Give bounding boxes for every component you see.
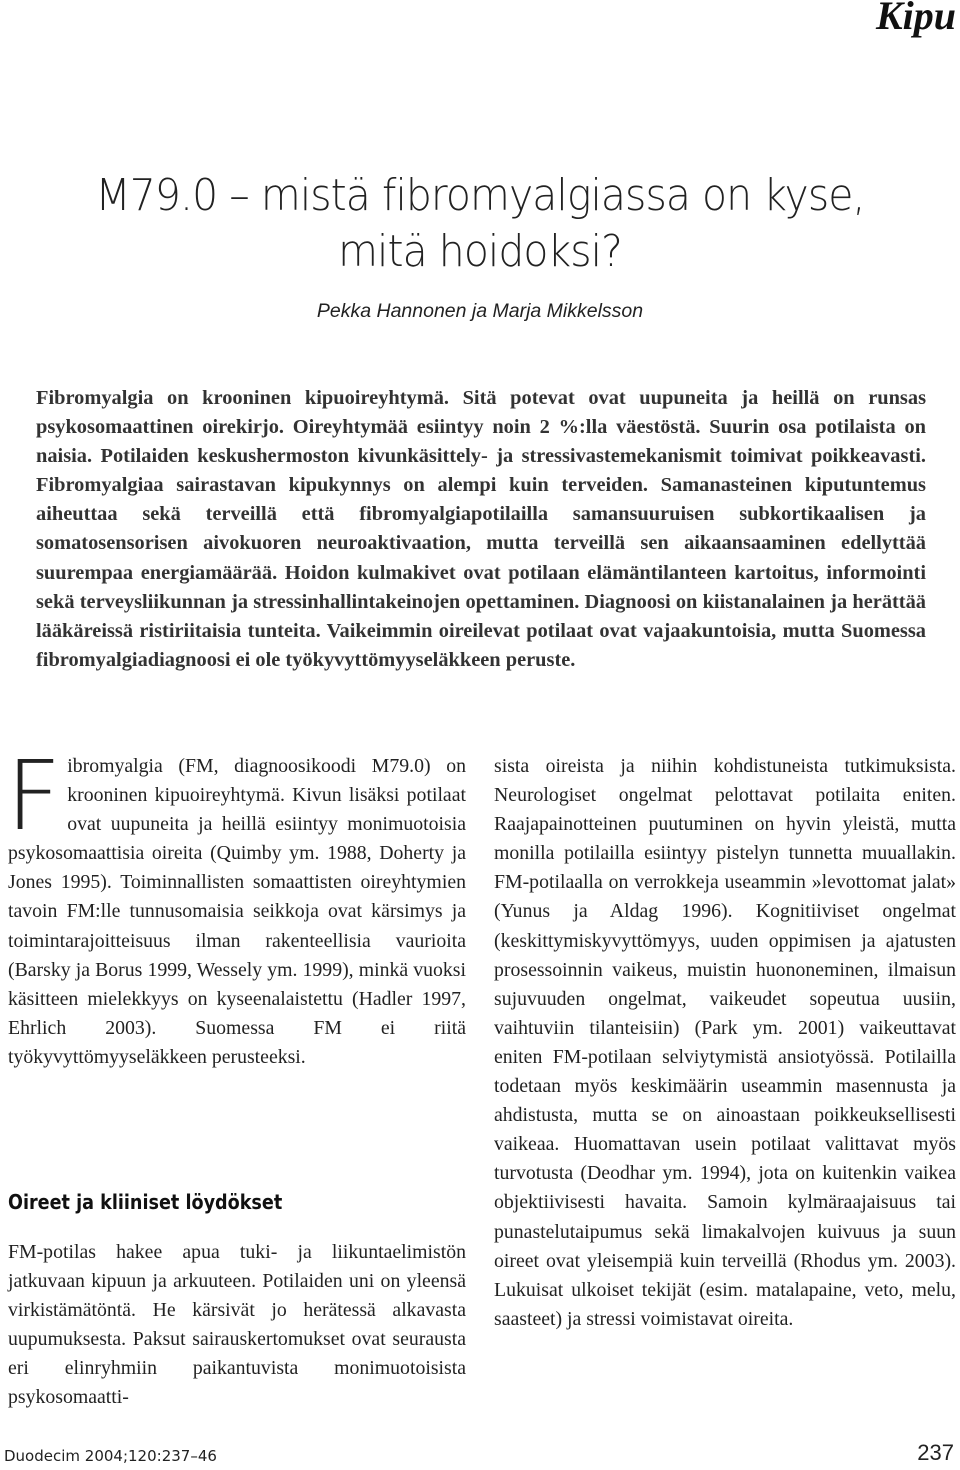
section-tag: Kipu xyxy=(875,0,956,38)
intro-paragraph xyxy=(6,740,466,1072)
right-column-text: sista oireista ja niihin kohdistuneista tutkimuksista. Neurologiset ongelmat pelottavat potilaita eniten. Raajapainotteinen puutuminen on hyvin yleistä, mutta monilla potilailla esiintyy pistelyn tunnetta muuallakin. FM-potilaalla on verrokkeja useammin »levottomat jalat» (Yunus ja Aldag 1996). Kognitiiviset ongelmat (keskittymiskyvyttömyys, uuden oppimisen ja ajatusten prosessoinnin vaikeus, muistin huononeminen, ilmaisun sujuvuuden ongelmat, vaikeudet sopeutua uusiin, vaihtuviin tilanteisiin) (Park ym. 2001) vaikeuttavat eniten FM-potilaan selviytymistä ansiotyössä. Potilailla todetaan myös keskimäärin useammin masennusta ja ahdistusta, mutta se on ainoastaan poikkeuksellisesti vaikeaa. Huomattavan usein potilaat valittavat myös turvotusta (Deodhar ym. 1994), jota on kuitenkin vaikea objektiivisesti havaita. Samoin kylmäraajaisuus tai punastelutaipumus sekä limakalvojen kuivuus ja suun oireet ovat yleisempiä kuin terveillä (Rhodus ym. 2003). Lukuisat ulkoiset tekijät (esim. matalapaine, veto, melu, saasteet) ja stressi voimistavat oireita. xyxy=(494,755,956,1330)
intro-paragraph-text: ibromyalgia (FM, diagnoosikoodi M79.0) on krooninen kipuoireyhtymä. Kivun lisäksi potilaat ovat uupuneita ja heillä esiintyy monimuotoisia psykosomaattisia oireita (Quimby ym. 1988, Doherty ja Jones 1995). Toiminnallisten somaattisten oireyhtymien tavoin FM:lle tunnusomaisia seikkoja ovat kärsimys ja toimintarajoitteisuus ilman rakenteellisia vaurioita (Barsky ja Borus 1999, Wessely ym. 1999), minkä vuoksi käsitteen mielekkyys on kyseenalaistettu (Hadler 1997, Ehrlich 2003). Suomessa FM ei riitä työkyvyttömyyseläkkeen perusteeksi. xyxy=(8,755,466,1068)
title-line-2: mitä hoidoksi? xyxy=(338,226,622,277)
page-number: 237 xyxy=(917,1440,954,1465)
title-line-1: M79.0 – mistä fibromyalgiassa on kyse, xyxy=(95,170,865,221)
symptoms-paragraph: FM-potilas hakee apua tuki- ja liikuntaelimistön jatkuvaan kipuun ja arkuuteen. Potilaiden uni on yleensä virkistämätöntä. He kärsivät jo herätessä alkavasta uupumuksesta. Paksut sairauskertomukset ovat seurausta eri elinryhmiin paikantuvista monimuotoisista psykosomaatti- xyxy=(8,1241,466,1409)
article-abstract: Fibromyalgia on krooninen kipuoireyhtymä. Sitä potevat ovat uupuneita ja heillä on runsas psykosomaattinen oirekirjo. Oireyhtymää esiintyy noin 2 %:lla väestöstä. Suurin osa potilaista on naisia. Potilaiden keskushermoston kivunkäsittely- ja stressivastemekanismit toimivat poikkeavasti. Fibromyalgiaa sairastavan kipukynnys on alempi kuin terveiden. Samanasteinen kiputuntemus aiheuttaa sekä terveillä että fibromyalgiapotilailla samansuuruisen subkortikaalisen ja somatosensorisen aivokuoren neuroaktivaation, mutta terveillä sen aikaansaaminen edellyttää suurempaa energiamäärää. Hoidon kulmakivet ovat potilaan elämäntilanteen kartoitus, informointi sekä terveysliikunnan ja stressinhallintakeinojen opettaminen. Diagnoosi on kiistanalainen ja herättää lääkäreissä ristiriitaisia tunteita. Vaikeimmin oireilevat potilaat ovat vajaakuntoisia, mutta Suomessa fibromyalgiadiagnoosi ei ole työkyvyttömyyseläkkeen peruste. xyxy=(36,387,926,671)
article-authors: Pekka Hannonen ja Marja Mikkelsson xyxy=(316,300,644,322)
journal-citation: Duodecim 2004;120:237–46 xyxy=(4,1447,217,1465)
article-title xyxy=(34,168,927,280)
section-heading: Oireet ja kliiniset löydökset xyxy=(8,1190,283,1214)
drop-cap: F xyxy=(6,740,62,852)
